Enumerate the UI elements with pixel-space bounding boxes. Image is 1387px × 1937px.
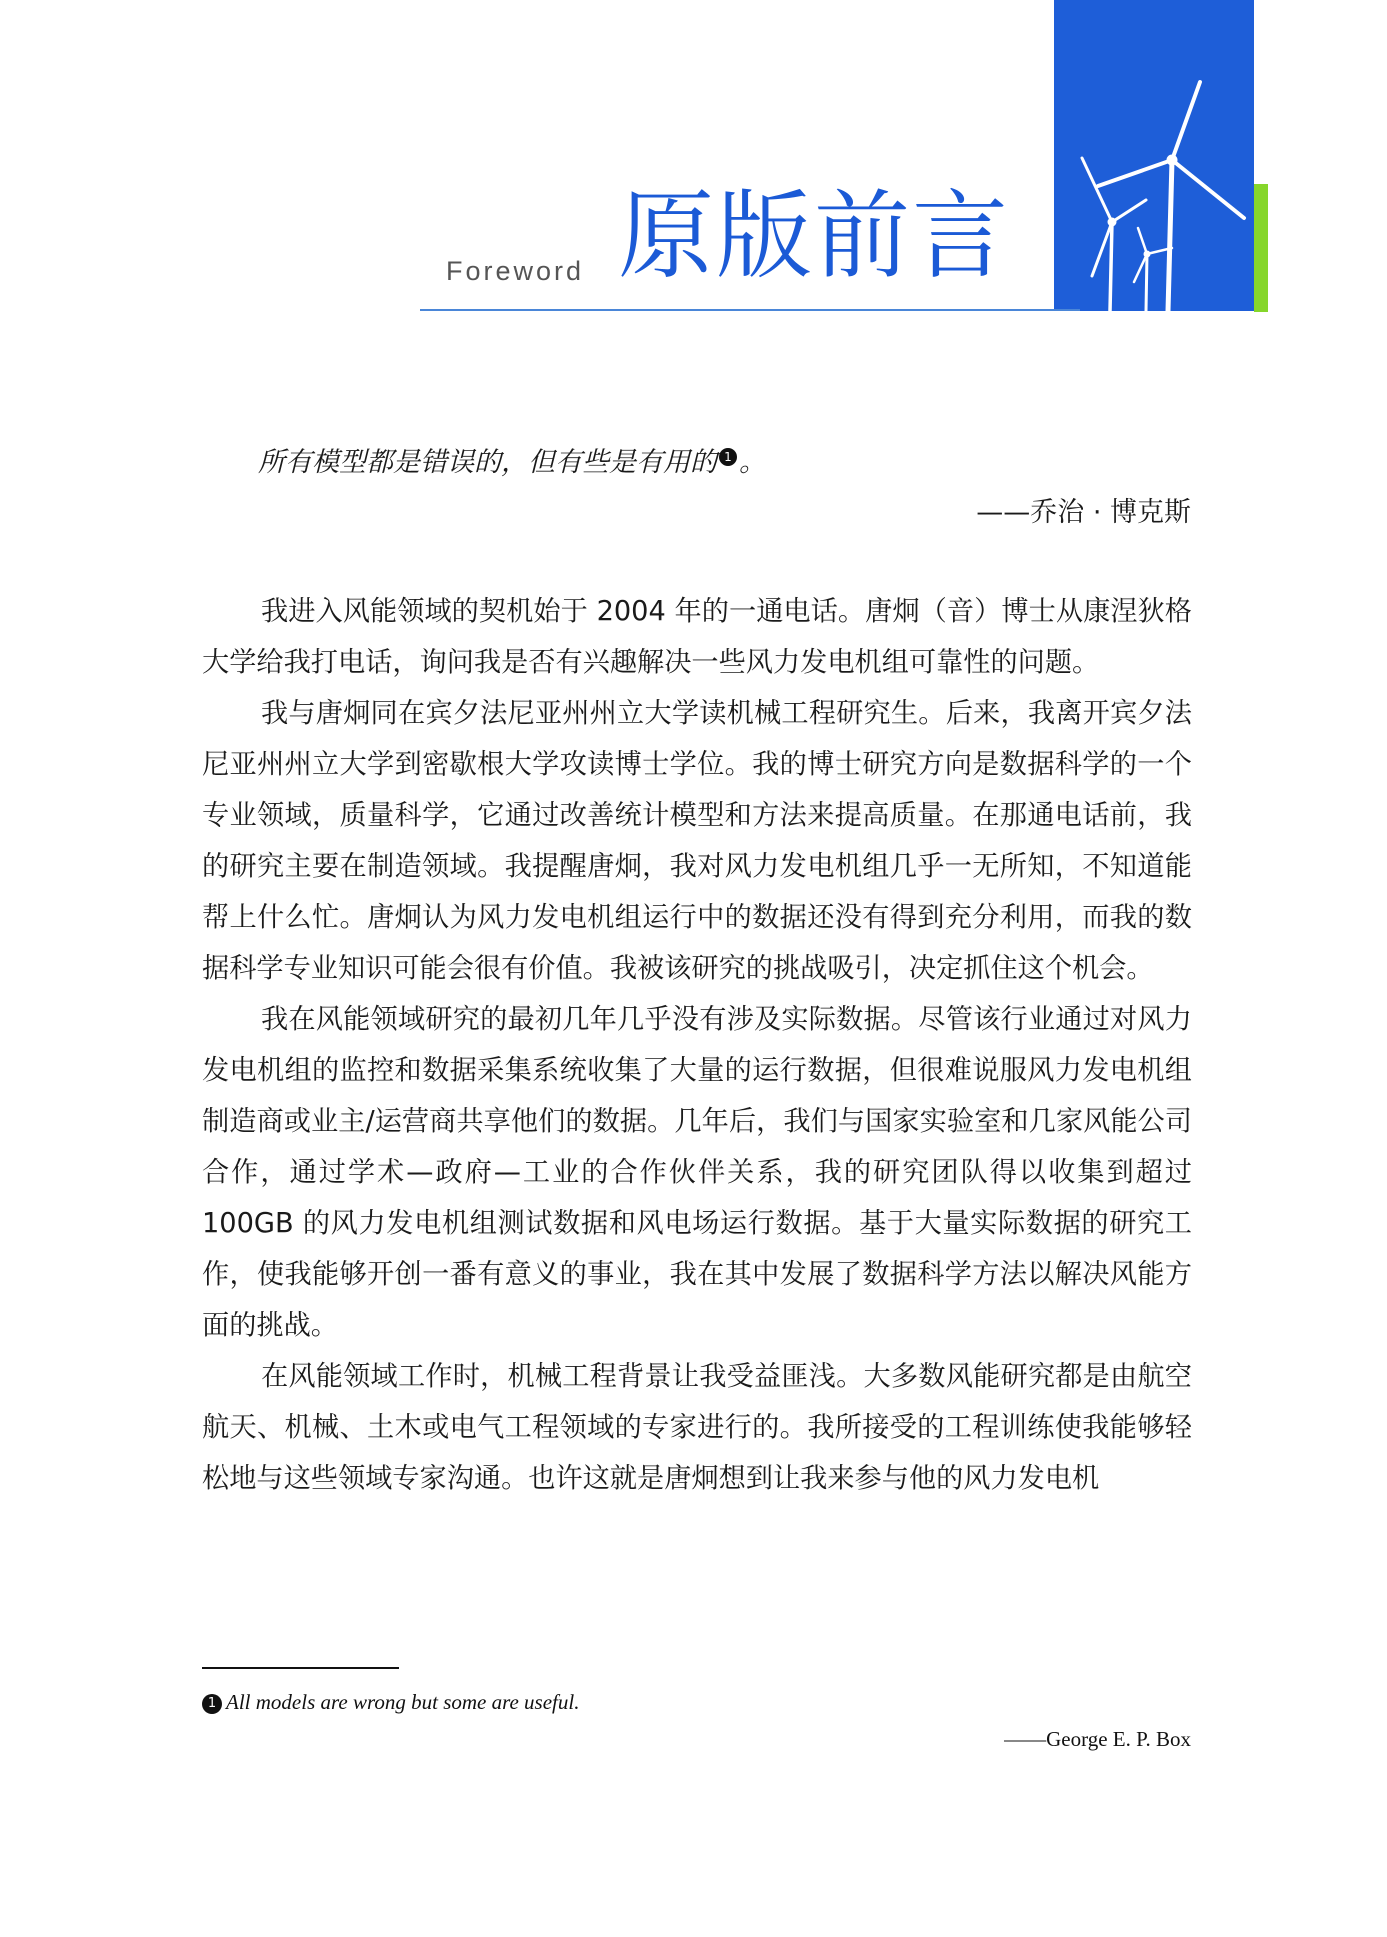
header-green-bar — [1254, 184, 1268, 312]
footnote-text: All models are wrong but some are useful. — [226, 1690, 580, 1714]
paragraph: 在风能领域工作时，机械工程背景让我受益匪浅。大多数风能研究都是由航空航天、机械、土木或电气工程领域的专家进行的。我所接受的工程训练使我能够轻松地与这些领域专家沟通。也许这就是唐炯想到让我来参与他的风力发电机 — [202, 1361, 1192, 1494]
epigraph-quote — [258, 440, 766, 479]
footnote-marker[interactable]: 1 — [719, 448, 737, 466]
foreword-body — [202, 586, 1192, 1504]
footnote-number: 1 — [202, 1694, 222, 1714]
footnote — [202, 1690, 579, 1715]
footnote-author: ——George E. P. Box — [1004, 1727, 1191, 1751]
epigraph-text: 所有模型都是错误的，但有些是有用的 — [258, 447, 717, 478]
header-chinese-title: 原版前言 — [618, 180, 1010, 292]
footnote-rule — [202, 1667, 399, 1669]
paragraph: 我与唐炯同在宾夕法尼亚州州立大学读机械工程研究生。后来，我离开宾夕法尼亚州州立大学到密歇根大学攻读博士学位。我的博士研究方向是数据科学的一个专业领域，质量科学，它通过改善统计模型和方法来提高质量。在那通电话前，我的研究主要在制造领域。我提醒唐炯，我对风力发电机组几乎一无所知，不知道能帮上什么忙。唐炯认为风力发电机组运行中的数据还没有得到充分利用，而我的数据科学专业知识可能会很有价值。我被该研究的挑战吸引，决定抓住这个机会。 — [202, 698, 1192, 984]
paragraph: 我在风能领域研究的最初几年几乎没有涉及实际数据。尽管该行业通过对风力发电机组的监控和数据采集系统收集了大量的运行数据，但很难说服风力发电机组制造商或业主/运营商共享他们的数据。几年后，我们与国家实验室和几家风能公司合作，通过学术—政府—工业的合作伙伴关系，我的研究团队得以收集到超过 100GB 的风力发电机组测试数据和风电场运行数据。基于大量实际数据的研究工作，使我能够开创一番有意义的事业，我在其中发展了数据科学方法以解决风能方面的挑战。 — [202, 1004, 1192, 1341]
wind-turbine-icon — [1054, 0, 1254, 311]
header-english-title: Foreword — [446, 256, 585, 286]
epigraph-author: ——乔治 · 博克斯 — [976, 497, 1191, 528]
epigraph-end-punct: 。 — [739, 447, 766, 478]
header-rule — [420, 309, 1080, 311]
paragraph: 我进入风能领域的契机始于 2004 年的一通电话。唐炯（音）博士从康涅狄格大学给我打电话，询问我是否有兴趣解决一些风力发电机组可靠性的问题。 — [202, 596, 1192, 678]
